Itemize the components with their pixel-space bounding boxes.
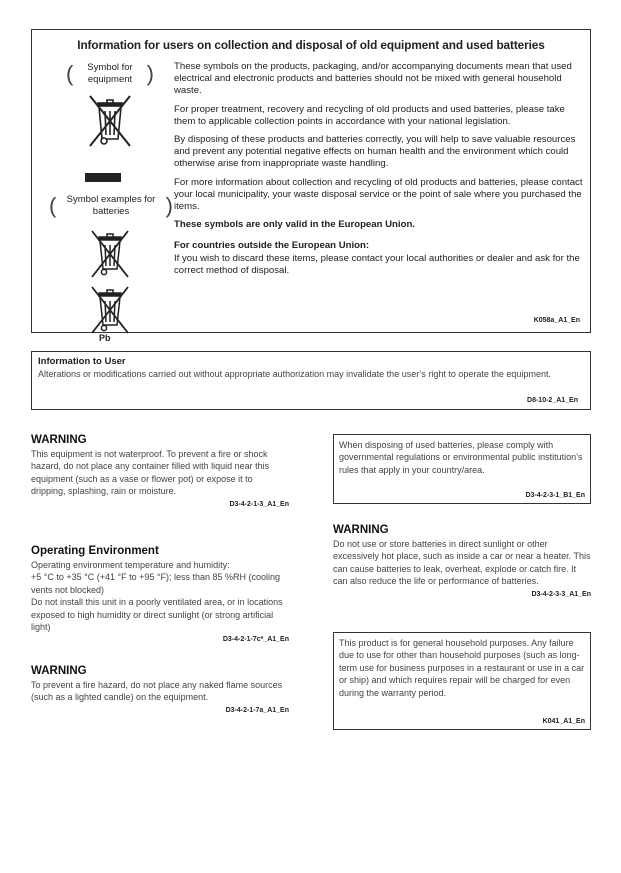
warning-text: Do not use or store batteries in direct sunlight or other excessively hot place, such as inside a car or near a heater. This can cause batteries to leak, overheat, explode or catch fire. It can also reduce the life or performance of batteries.: [333, 539, 591, 587]
battery-disposal-box: [333, 434, 591, 504]
symbol-equipment-label: ( Symbol for equipment ): [66, 61, 154, 86]
operating-line: Do not install this unit in a poorly ventilated area, or in locations exposed to high humidity or direct sunlight (or strong artificial light): [31, 597, 283, 633]
warning-flame: [31, 664, 289, 714]
operating-environment: [31, 544, 289, 643]
battery-disposal-code: D3-4-2-3-1_B1_En: [525, 492, 585, 499]
disposal-paragraph: By disposing of these products and batteries correctly, you will help to save valuable resources and prevent any potential negative effects on human health and the environment which could otherwise arise from inappropriate waste handling.: [174, 134, 576, 170]
disposal-paragraph: These symbols on the products, packaging, and/or accompanying documents mean that used electrical and electronic products and batteries should not be mixed with general household waste.: [174, 61, 572, 97]
warning-title: WARNING: [333, 524, 389, 536]
household-use-code: K041_A1_En: [542, 718, 585, 725]
outside-eu-text: If you wish to discard these items, please contact your local authorities or dealer and ask for the correct method of disposal.: [174, 252, 580, 276]
disposal-info-box: [31, 29, 591, 343]
user-info-text: Alterations or modifications carried out without appropriate authorization may invalidate the user’s right to operate the equipment.: [38, 369, 551, 379]
symbol-column: [42, 58, 178, 343]
disposal-title: Information for users on collection and disposal of old equipment and used batteries: [77, 38, 545, 52]
operating-line: +5 °C to +35 °C (+41 °F to +95 °F); less than 85 %RH (cooling vents not blocked): [31, 572, 281, 595]
user-info-code: D8-10-2_A1_En: [527, 397, 578, 404]
pb-label: Pb: [99, 333, 111, 343]
household-use-text: This product is for general household purposes. Any failure due to use for other than household purposes (such as long-term use for business purposes in a restaurant or use in a car or ship) and which requires repair will be charged for even during the warranty period.: [339, 638, 585, 698]
symbol-examples-label: ( Symbol examples for batteries ): [49, 193, 173, 218]
household-use-box: [333, 632, 591, 730]
solid-bar-icon: [85, 171, 135, 183]
warning-waterproof: [31, 433, 289, 508]
disposal-paragraph: For proper treatment, recovery and recycling of old products and used batteries, please take them to applicable collection points in accordance with your national legislation.: [174, 103, 565, 127]
user-info-title: Information to User: [38, 356, 126, 367]
crossed-bin-icon: [84, 92, 136, 150]
disposal-code: K058a_A1_En: [533, 317, 580, 324]
warning-code: D3-4-2-1-3_A1_En: [229, 500, 289, 508]
battery-bin-icon: [84, 228, 136, 280]
warning-code: D3-4-2-1-7a_A1_En: [225, 706, 289, 714]
operating-line: Operating environment temperature and humidity:: [31, 560, 230, 570]
user-info-box: [31, 351, 591, 410]
warning-code: D3-4-2-3-3_A1_En: [531, 590, 591, 598]
warning-text: To prevent a fire hazard, do not place any naked flame sources (such as a lighted candle) on the equipment.: [31, 680, 283, 703]
disposal-paragraph: For more information about collection and recycling of old products and batteries, please contact your local municipality, your waste disposal service or the point of sale where you purchased the items.: [174, 176, 583, 213]
warning-text: This equipment is not waterproof. To prevent a fire or shock hazard, do not place any container filled with liquid near this equipment (such as a vase or flower pot) or expose it to dripping, splashing, rain or moisture.: [31, 449, 270, 497]
outside-eu-heading: For countries outside the European Union:: [174, 240, 370, 252]
warning-title: WARNING: [31, 434, 87, 446]
warning-batteries: [333, 523, 591, 598]
disposal-text-column: [174, 61, 584, 283]
operating-title: Operating Environment: [31, 545, 159, 557]
warning-title: WARNING: [31, 665, 87, 677]
eu-only-notice: These symbols are only valid in the European Union.: [174, 219, 415, 231]
battery-bin-pb-icon: [84, 284, 136, 336]
battery-disposal-text: When disposing of used batteries, please comply with governmental regulations or environmental public institution’s rules that apply in your country/area.: [339, 440, 583, 475]
operating-code: D3-4-2-1-7c*_A1_En: [222, 636, 289, 644]
